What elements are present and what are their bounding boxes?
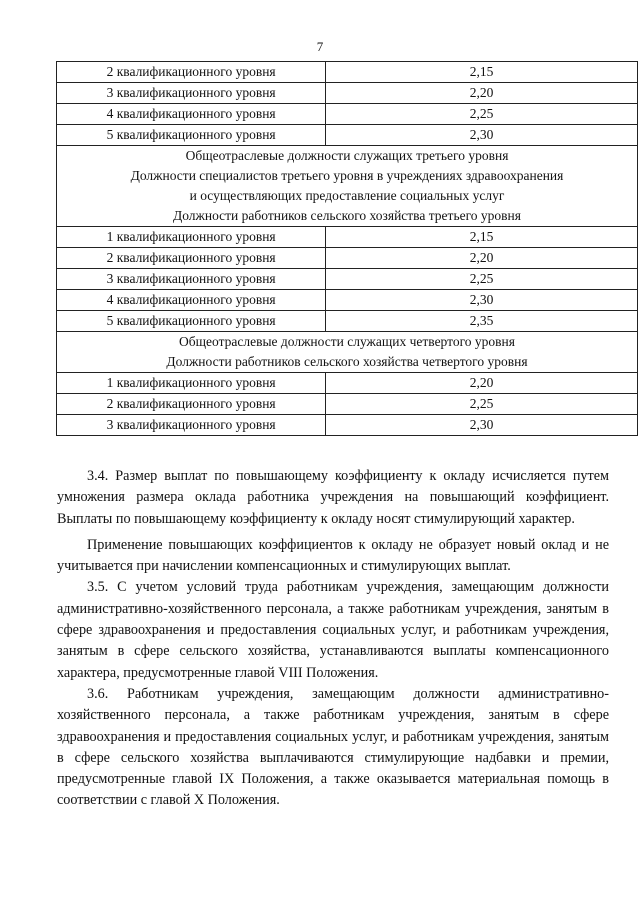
table-row: [57, 269, 638, 290]
page-number: 7: [316, 39, 324, 54]
table-row: [57, 394, 638, 415]
section-header-line: Общеотраслевые должности служащих четвертого уровня: [179, 334, 515, 349]
paragraph-3-5: 3.5. С учетом условий труда работникам учреждения, замещающим должности административно-хозяйственного персонала, а также работникам учреждения, занятым в сфере здравоохранения и предоставления социальных услуг, и работникам учреждения, занятым в сфере сельского хозяйства, устанавливаются выплаты компенсационного характера, предусмотренные главой VIII Положения.: [57, 579, 609, 681]
level-cell: 1 квалификационного уровня: [57, 373, 326, 394]
section-header-line: Общеотраслевые должности служащих третьего уровня: [185, 148, 509, 163]
level-cell: 2 квалификационного уровня: [57, 62, 326, 83]
level-cell: 1 квалификационного уровня: [57, 227, 326, 248]
section-header-line: Должности работников сельского хозяйства четвертого уровня: [166, 354, 528, 369]
coefficient-cell: 2,15: [326, 62, 638, 83]
coefficient-cell: 2,25: [326, 394, 638, 415]
coefficient-cell: 2,20: [326, 83, 638, 104]
level-cell: 2 квалификационного уровня: [57, 248, 326, 269]
level-cell: 3 квалификационного уровня: [57, 269, 326, 290]
paragraph-3-4: 3.4. Размер выплат по повышающему коэффициенту к окладу исчисляется путем умножения размера оклада работника учреждения на повышающий коэффициент. Выплаты по повышающему коэффициенту к окладу носят стимулирующий характер.: [57, 468, 609, 527]
level-cell: 2 квалификационного уровня: [57, 394, 326, 415]
section-header-line: и осуществляющих предоставление социальных услуг: [189, 188, 505, 203]
section-header-third-level: [57, 146, 638, 227]
table-row: [57, 227, 638, 248]
table-row: [57, 125, 638, 146]
coefficient-cell: 2,25: [326, 104, 638, 125]
paragraph-3-6: 3.6. Работникам учреждения, замещающим должности административно-хозяйственного персонала, а также работникам учреждения, занятым в сфере здравоохранения и предоставления социальных услуг, и работникам учреждения, занятым в сфере сельского хозяйства выплачиваются стимулирующие надбавки и премии, предусмотренные главой IX Положения, а также оказывается материальная помощь в соответствии с главой X Положения.: [57, 685, 609, 809]
table-row: [57, 83, 638, 104]
level-cell: 5 квалификационного уровня: [57, 125, 326, 146]
coefficient-cell: 2,20: [326, 373, 638, 394]
table-row: [57, 248, 638, 269]
section-header-fourth-level: [57, 332, 638, 373]
level-cell: 3 квалификационного уровня: [57, 83, 326, 104]
coefficient-table: [56, 61, 638, 436]
coefficient-cell: 2,30: [326, 415, 638, 436]
level-cell: 4 квалификационного уровня: [57, 290, 326, 311]
coefficient-cell: 2,15: [326, 227, 638, 248]
paragraph-coefficients-note: Применение повышающих коэффициентов к окладу не образует новый оклад и не учитывается при начислении компенсационных и стимулирующих выплат.: [57, 536, 609, 575]
level-cell: 4 квалификационного уровня: [57, 104, 326, 125]
level-cell: 3 квалификационного уровня: [57, 415, 326, 436]
section-header-row: [57, 146, 638, 227]
body-text: [57, 466, 609, 812]
table-row: [57, 290, 638, 311]
table-row: [57, 62, 638, 83]
coefficient-cell: 2,20: [326, 248, 638, 269]
table-row: [57, 373, 638, 394]
section-header-line: Должности работников сельского хозяйства третьего уровня: [173, 208, 521, 223]
section-header-line: Должности специалистов третьего уровня в учреждениях здравоохранения: [130, 168, 564, 183]
level-cell: 5 квалификационного уровня: [57, 311, 326, 332]
coefficient-cell: 2,30: [326, 290, 638, 311]
table-row: [57, 311, 638, 332]
section-header-row: [57, 332, 638, 373]
coefficient-cell: 2,25: [326, 269, 638, 290]
coefficient-cell: 2,30: [326, 125, 638, 146]
coefficient-cell: 2,35: [326, 311, 638, 332]
table-row: [57, 104, 638, 125]
table-row: [57, 415, 638, 436]
